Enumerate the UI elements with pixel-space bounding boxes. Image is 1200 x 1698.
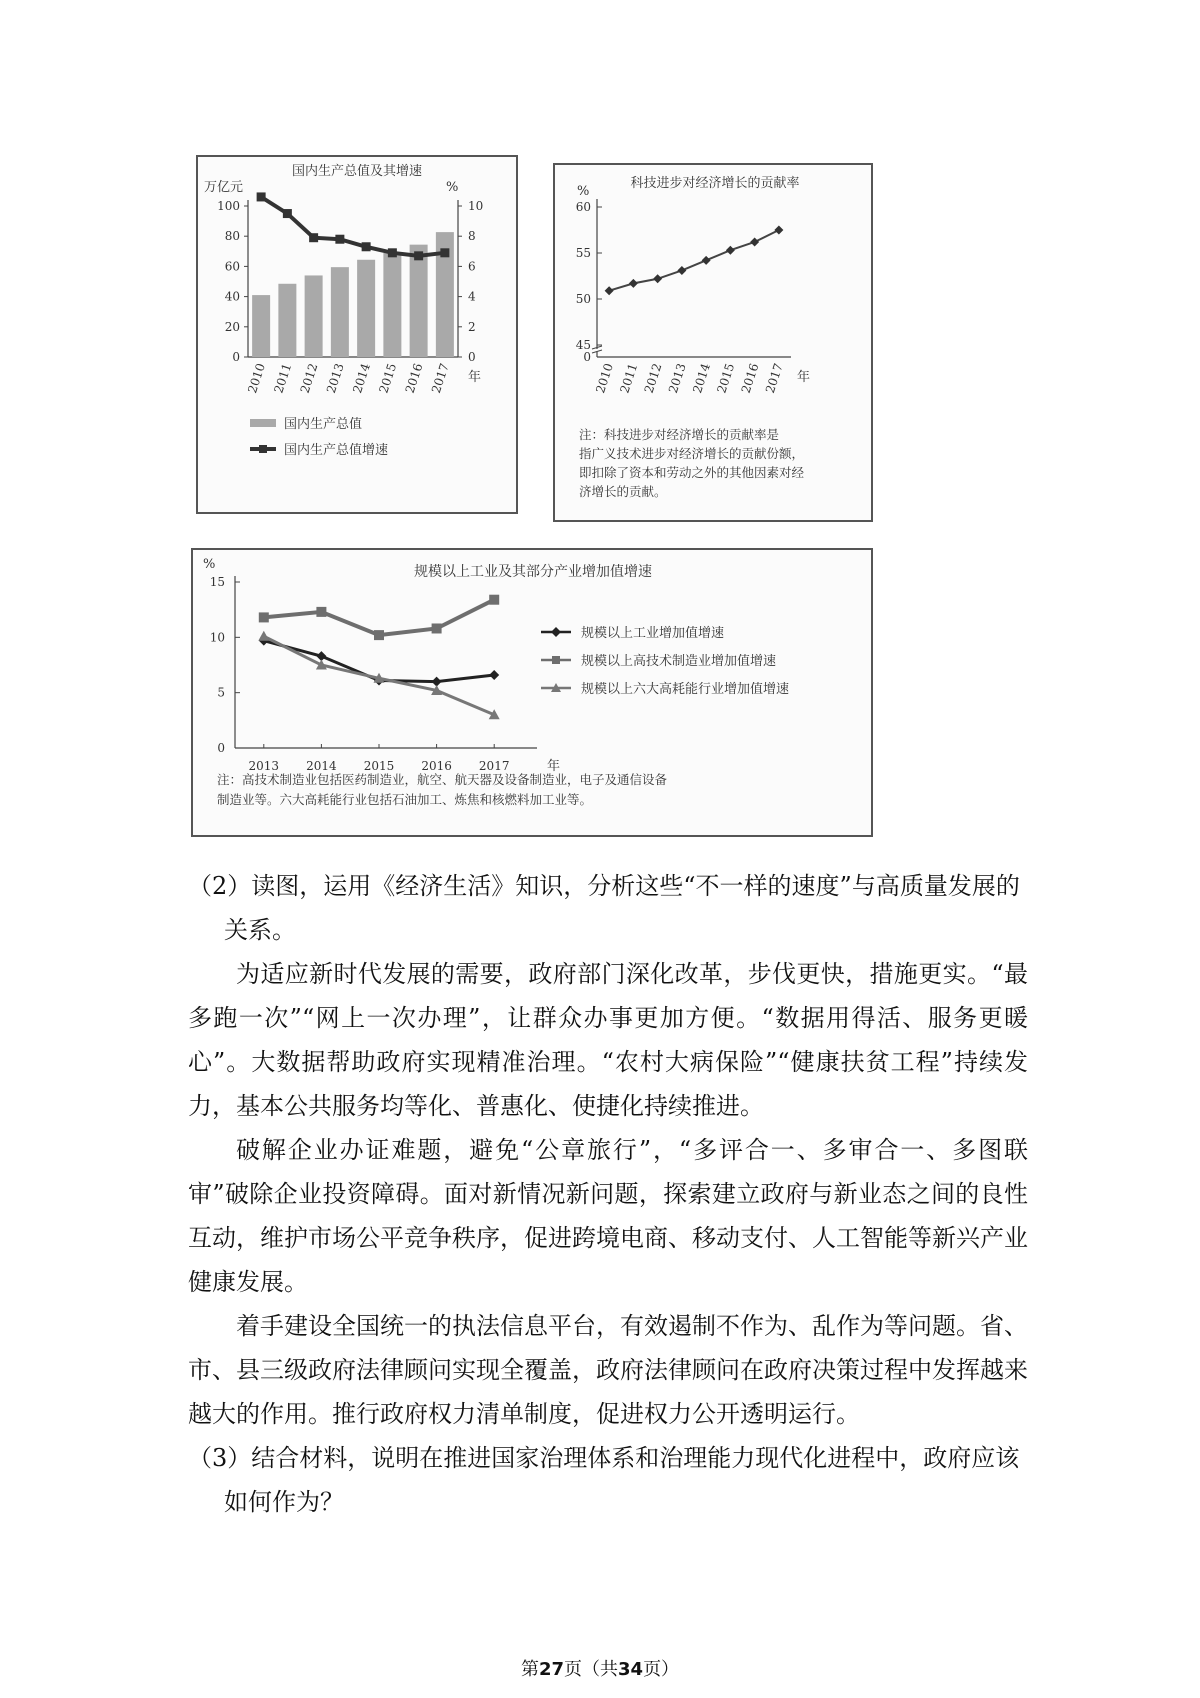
- chart-tech-ytick-label: 50: [575, 292, 591, 306]
- chart-gdp-growth-point: [257, 192, 266, 201]
- chart-tech-svg: [555, 165, 871, 520]
- page-footer: [0, 1655, 1200, 1681]
- chart-industry-ytick-label: 5: [217, 685, 225, 700]
- chart-gdp-growth-point: [440, 248, 449, 257]
- question-3-line1: 结合材料，说明在推进国家治理体系和治理能力现代化进程中，政府应该: [251, 1444, 1020, 1472]
- chart-gdp-ytick-label-left: 0: [232, 350, 240, 364]
- chart-industry-xtick-label: 2014: [306, 759, 337, 773]
- chart-tech-point: [726, 246, 735, 255]
- chart-gdp-legend-line-label: 国内生产总值增速: [284, 443, 389, 458]
- chart-gdp-svg: [198, 157, 516, 512]
- chart-tech-xunit: 年: [797, 370, 811, 385]
- footer-middle: 页（共: [564, 1659, 618, 1680]
- chart-industry-growth: [191, 548, 873, 837]
- chart-gdp-growth-point: [362, 242, 371, 251]
- chart-industry-xunit: 年: [547, 759, 561, 774]
- chart-gdp-legend-bar-label: 国内生产总值: [284, 417, 363, 432]
- chart-gdp-ytick-label-right: 0: [468, 350, 476, 364]
- chart-gdp-bar: [278, 284, 296, 357]
- chart-tech-point: [750, 237, 759, 246]
- question-3-line2: 如何作为？: [224, 1488, 344, 1516]
- question-3-number: （3）: [188, 1444, 252, 1472]
- chart-gdp-xtick-label: 2010: [245, 361, 268, 395]
- chart-tech-point: [629, 279, 638, 288]
- paragraph-2: 破解企业办证难题，避免“公章旅行”，“多评合一、多审合一、多图联审”破除企业投资障碍。面对新情况新问题，探索建立政府与新业态之间的良性互动，维护市场公平竞争秩序，促进跨境电商、移动支付、人工智能等新兴产业健康发展。: [188, 1136, 1028, 1296]
- chart-tech-ylabel: %: [577, 184, 590, 199]
- chart-gdp-xtick-label: 2011: [271, 361, 295, 395]
- chart-gdp-growth-point: [283, 209, 292, 218]
- chart-gdp-ytick-label-left: 20: [224, 319, 240, 334]
- chart-gdp-growth-point: [335, 235, 344, 244]
- chart-industry-legend-label: 规模以上工业增加值增速: [581, 626, 725, 641]
- chart-industry-series-point: [258, 631, 269, 641]
- chart-gdp-title: 国内生产总值及其增速: [291, 164, 423, 179]
- chart-industry-ytick-label: 15: [209, 575, 225, 589]
- chart-tech-point: [653, 274, 662, 283]
- question-2-line1: 读图，运用《经济生活》知识，分析这些“不一样的速度”与高质量发展的: [251, 872, 1020, 900]
- chart-gdp-bar: [252, 295, 270, 357]
- chart-industry-series-point: [432, 623, 442, 633]
- chart-tech-note-line: 济增长的贡献。: [579, 484, 667, 499]
- chart-gdp: [196, 155, 518, 514]
- chart-tech-note-line: 注：科技进步对经济增长的贡献率是: [579, 427, 780, 442]
- chart-tech-title: 科技进步对经济增长的贡献率: [630, 176, 800, 191]
- chart-industry-note-line: 制造业等。六大高耗能行业包括石油加工、炼焦和核燃料加工业等。: [217, 792, 593, 807]
- chart-gdp-ytick-label-right: 8: [468, 229, 476, 244]
- chart-gdp-legend-bar-swatch: [250, 419, 276, 427]
- chart-tech-ytick-label: 55: [575, 246, 591, 260]
- chart-gdp-bar: [410, 245, 428, 357]
- chart-tech-ytick-label: 0: [583, 350, 591, 364]
- chart-industry-series-point: [374, 630, 384, 640]
- chart-gdp-ytick-label-left: 80: [224, 229, 240, 244]
- footer-suffix: 页）: [643, 1659, 680, 1680]
- chart-industry-xtick-label: 2015: [363, 759, 395, 773]
- question-2-line2: 关系。: [224, 916, 296, 944]
- chart-gdp-growth-point: [414, 251, 423, 260]
- chart-tech-point: [702, 256, 711, 265]
- question-3: [188, 1436, 1028, 1524]
- chart-industry-legend-label: 规模以上六大高耗能行业增加值增速: [581, 682, 790, 697]
- footer-prefix: 第: [520, 1659, 539, 1680]
- chart-tech-point: [605, 286, 614, 295]
- chart-gdp-xtick-label: 2013: [323, 361, 347, 395]
- chart-industry-series-point: [316, 607, 326, 617]
- chart-industry-legend-marker: [552, 656, 560, 664]
- paragraph-1: 为适应新时代发展的需要，政府部门深化改革，步伐更快，措施更实。“最多跑一次”“网上一次办理”，让群众办事更加方便。“数据用得活、服务更暖心”。大数据帮助政府实现精准治理。“农村大病保险”“健康扶贫工程”持续发力，基本公共服务均等化、普惠化、使捷化持续推进。: [188, 960, 1028, 1120]
- chart-tech-xtick-label: 2013: [665, 361, 689, 395]
- chart-gdp-ytick-label-right: 6: [468, 259, 476, 274]
- chart-gdp-xtick-label: 2012: [297, 361, 321, 395]
- chart-gdp-xtick-label: 2016: [402, 361, 426, 395]
- chart-tech-point: [774, 226, 783, 235]
- chart-tech-xtick-label: 2011: [617, 361, 641, 395]
- chart-gdp-legend-line-marker: [259, 445, 267, 453]
- chart-industry-series-point: [259, 612, 269, 622]
- chart-industry-note-line: 注：高技术制造业包括医药制造业，航空、航天器及设备制造业，电子及通信设备: [217, 772, 668, 787]
- chart-gdp-ytick-label-left: 60: [224, 259, 240, 274]
- chart-tech-ytick-label: 45: [575, 338, 591, 352]
- chart-tech-ytick-label: 60: [575, 200, 591, 214]
- chart-gdp-xtick-label: 2017: [428, 361, 452, 395]
- question-2: [188, 864, 1028, 952]
- chart-industry-xtick-label: 2016: [421, 759, 452, 773]
- chart-tech-point: [677, 266, 686, 275]
- footer-total-pages: 34: [618, 1659, 644, 1680]
- chart-tech-xtick-label: 2010: [593, 361, 616, 395]
- question-2-number: （2）: [188, 872, 252, 900]
- chart-gdp-ylabel-left: 万亿元: [204, 180, 244, 195]
- chart-industry-series-point: [489, 595, 499, 605]
- paragraph-3: 着手建设全国统一的执法信息平台，有效遏制不作为、乱作为等问题。省、市、县三级政府法律顾问实现全覆盖，政府法律顾问在政府决策过程中发挥越来越大的作用。推行政府权力清单制度，促进权力公开透明运行。: [188, 1312, 1028, 1428]
- chart-tech-contribution: [553, 163, 873, 522]
- chart-gdp-ylabel-right: %: [446, 180, 459, 195]
- chart-tech-xtick-label: 2012: [641, 361, 665, 395]
- footer-page-number: 27: [538, 1659, 564, 1680]
- chart-industry-title: 规模以上工业及其部分产业增加值增速: [414, 564, 652, 580]
- chart-tech-xtick-label: 2017: [762, 361, 786, 395]
- chart-industry-series-point: [489, 670, 499, 680]
- chart-industry-xtick-label: 2013: [248, 759, 280, 773]
- chart-industry-legend-marker: [551, 627, 561, 637]
- chart-gdp-growth-point: [309, 233, 318, 242]
- chart-gdp-ytick-label-right: 4: [468, 289, 476, 304]
- chart-tech-xtick-label: 2014: [690, 361, 713, 395]
- chart-gdp-ytick-label-left: 100: [217, 199, 240, 213]
- chart-tech-note-line: 指广义技术进步对经济增长的贡献份额，: [579, 446, 805, 461]
- chart-gdp-ytick-label-right: 10: [468, 199, 484, 213]
- chart-industry-series-line: [264, 600, 494, 635]
- chart-industry-legend-label: 规模以上高技术制造业增加值增速: [581, 654, 777, 669]
- chart-gdp-xunit: 年: [468, 370, 482, 385]
- chart-gdp-xtick-label: 2015: [376, 361, 400, 395]
- chart-gdp-ytick-label-right: 2: [468, 319, 476, 334]
- chart-industry-ytick-label: 10: [209, 630, 225, 645]
- chart-industry-xtick-label: 2017: [478, 759, 510, 773]
- chart-industry-ylabel: %: [203, 557, 216, 572]
- chart-industry-ytick-label: 0: [217, 741, 225, 755]
- chart-tech-xtick-label: 2015: [714, 361, 738, 395]
- chart-gdp-bar: [331, 267, 349, 357]
- chart-gdp-bar: [305, 275, 323, 357]
- chart-gdp-ytick-label-left: 40: [224, 289, 240, 304]
- chart-gdp-growth-point: [388, 248, 397, 257]
- chart-gdp-bar: [357, 260, 375, 357]
- chart-gdp-bar: [383, 253, 401, 357]
- chart-tech-note-line: 即扣除了资本和劳动之外的其他因素对经: [579, 465, 805, 480]
- chart-industry-svg: [193, 550, 871, 835]
- chart-tech-xtick-label: 2016: [738, 361, 762, 395]
- chart-gdp-xtick-label: 2014: [350, 361, 373, 395]
